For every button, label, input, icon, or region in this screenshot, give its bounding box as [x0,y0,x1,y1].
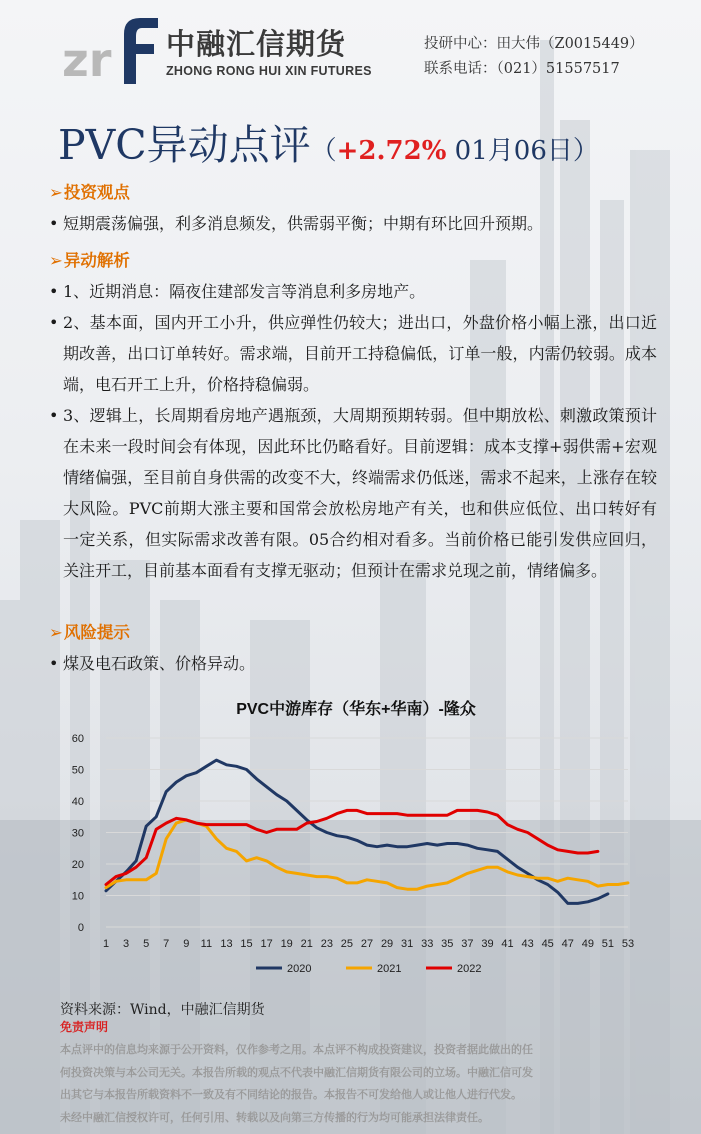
section-heading: ➢异动解析 [49,251,130,270]
arrow-icon: ➢ [49,251,63,270]
x-tick-label: 33 [421,938,434,950]
x-tick-label: 19 [280,938,293,950]
x-tick-label: 21 [300,938,313,950]
arrow-icon: ➢ [49,623,63,642]
legend-label-2020: 2020 [287,963,312,975]
x-tick-label: 27 [360,938,374,950]
y-tick-label: 60 [71,733,84,745]
x-tick-label: 17 [260,938,273,950]
y-tick-label: 0 [77,922,84,934]
x-tick-label: 13 [220,938,233,950]
x-tick-label: 9 [183,938,190,950]
analysis-paragraph-3: • 3、逻辑上，长周期看房地产遇瓶颈，大周期预期转弱。但中期放松、刺激政策预计在未来一段时间会有体现，因此环比仍略看好。目前逻辑：成本支撑+弱供需+宏观情绪偏强，至目前自身供需的改变不大，终端需求仍低迷，需求不起来，上涨存在较大风险。PVC前期大涨主要和国常会放松房地产有关，也和供应低位、出口转好有一定关系，但实际需求改善有限。05合约相对看多。当前价格已能引发供应回归，关注开工，目前基本面看有支撑无驱动；但预计在需求兑现之前，情绪偏多。 [49,400,657,586]
phone-line: 联系电话：（021）51557517 [424,61,620,77]
page-title [58,112,599,172]
y-tick-label: 30 [71,827,84,840]
x-tick-label: 31 [401,938,414,950]
x-tick-label: 15 [240,938,253,950]
analyst-line: 投研中心：田大伟（Z0015449） [424,36,644,52]
section-investment-view [49,178,657,239]
disclaimer-line: 未经中融汇信授权许可，任何引用、转载以及向第三方传播的行为均可能承担法律责任。 [60,1110,489,1124]
title-main: PVC异动点评 [58,121,311,169]
risk-paragraph: • 煤及电石政策、价格异动。 [49,648,657,679]
title-paren-close: ） [572,136,599,166]
disclaimer-line: 本点评中的信息均来源于公开资料，仅作参考之用。本点评不构成投资建议，投资者据此做出的任 [60,1043,533,1056]
x-tick-label: 25 [340,938,354,950]
disclaimer-line: 何投资决策与本公司无关。本报告所载的观点不代表中融汇信期货有限公司的立场。中融汇信可发 [60,1065,533,1079]
section-heading: ➢投资观点 [49,183,130,202]
svg-text:zr: zr [62,33,112,84]
view-paragraph: • 短期震荡偏强，利多消息频发，供需弱平衡；中期有环比回升预期。 [49,208,657,239]
x-tick-label: 11 [200,938,213,950]
x-tick-label: 1 [102,938,110,950]
x-tick-label: 29 [380,938,394,950]
x-tick-label: 49 [581,938,594,950]
x-tick-label: 47 [561,938,574,950]
x-tick-label: 39 [481,938,494,950]
x-tick-label: 7 [163,938,170,950]
x-tick-label: 3 [123,938,130,950]
x-tick-label: 35 [441,938,454,950]
analysis-paragraph-1: • 1、近期消息：隔夜住建部发言等消息利多房地产。 [49,276,657,307]
disclaimer-title: 免责声明 [60,1020,109,1034]
section-heading: ➢风险提示 [49,623,130,642]
logo-text-cn: 中融汇信期货 [166,27,347,61]
x-tick-label: 53 [621,938,635,950]
company-logo [62,14,382,84]
title-paren-open: （ [310,136,337,166]
x-tick-label: 45 [541,938,554,950]
section-risk [49,618,657,679]
x-tick-label: 5 [143,938,150,950]
y-tick-label: 50 [71,764,84,777]
price-change: +2.72% [336,136,447,166]
x-tick-label: 23 [320,938,333,950]
legend-label-2022: 2022 [457,963,482,975]
x-tick-label: 41 [501,938,514,950]
data-source: 资料来源：Wind，中融汇信期货 [60,1002,265,1018]
legend-label-2021: 2021 [377,963,402,975]
chart-svg [56,690,656,990]
disclaimer-line: 出其它与本报告所载资料不一致及有不同结论的报告。本报告不可发给他人或让他人进行代发。 [60,1088,522,1101]
y-tick-label: 10 [71,890,84,903]
section-analysis [49,246,657,586]
series-line-2021 [106,820,628,889]
chart-title: PVC中游库存（华东+华南）-隆众 [236,701,476,718]
disclaimer-text [60,1039,646,1129]
x-tick-label: 51 [601,938,615,950]
analysis-paragraph-2: • 2、基本面，国内开工小升，供应弹性仍较大；进出口，外盘价格小幅上涨，出口近期改善，出口订单转好。需求端，目前开工持稳偏低，订单一般，内需仍较弱。成本端，电石开工上升，价格持稳偏弱。 [49,307,657,400]
x-tick-label: 43 [521,938,534,950]
arrow-icon: ➢ [49,183,63,202]
contact-info [424,32,644,82]
zrf-logo-icon [62,14,162,84]
y-tick-label: 20 [71,859,84,871]
title-date: 01月06日 [446,136,573,166]
y-tick-label: 40 [71,796,84,808]
inventory-chart [56,690,656,990]
x-tick-label: 37 [461,938,474,950]
logo-text-en: ZHONG RONG HUI XIN FUTURES [166,64,372,78]
